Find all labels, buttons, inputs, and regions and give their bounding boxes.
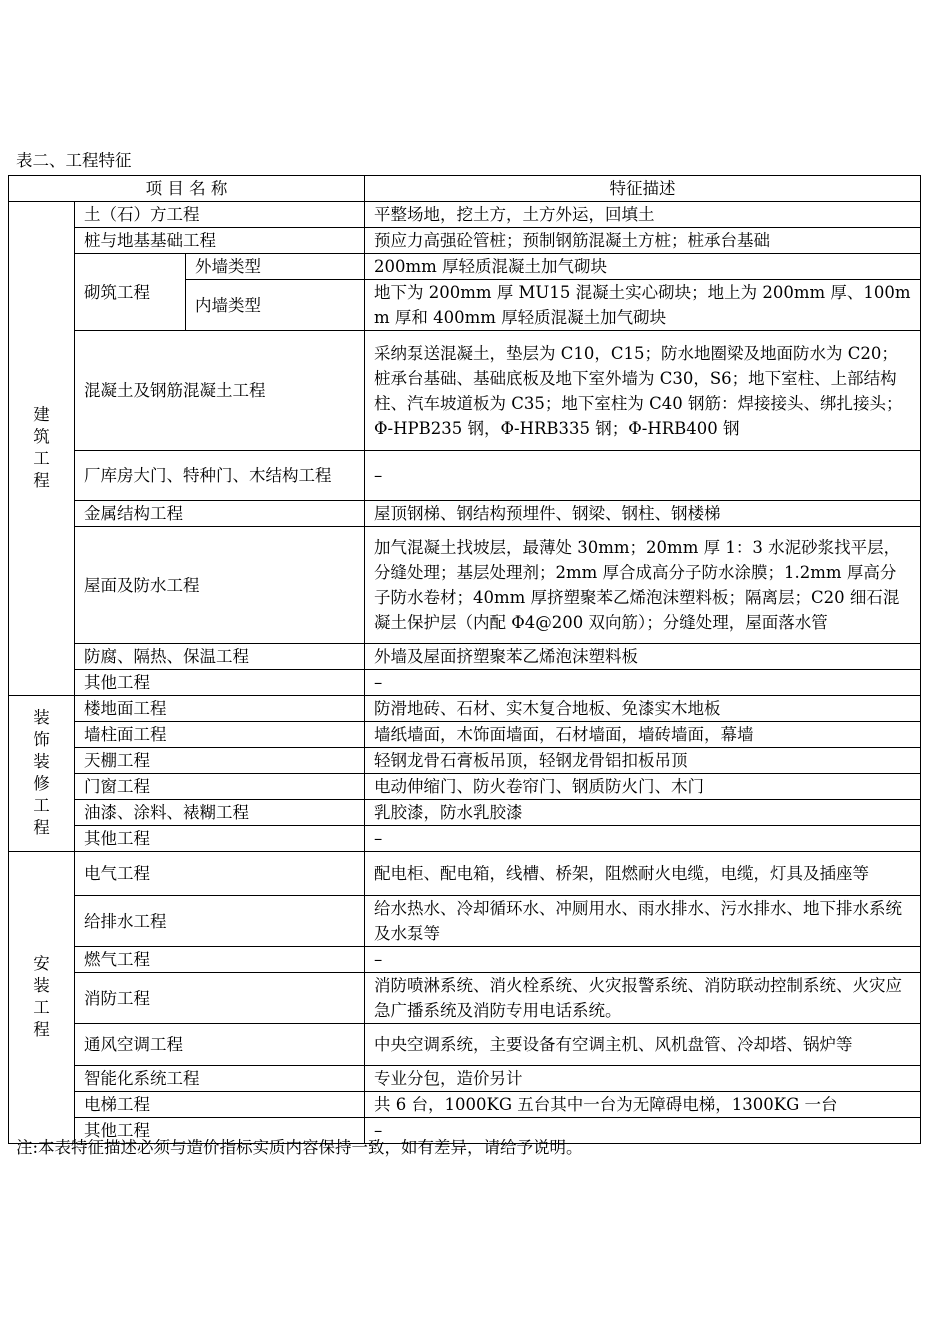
- item-name: 其他工程: [75, 1118, 365, 1144]
- table-row: [9, 1092, 921, 1118]
- table-row: [9, 896, 921, 947]
- item-description: –: [365, 1118, 921, 1144]
- item-description: 防滑地砖、石材、实木复合地板、免漆实木地板: [365, 696, 921, 722]
- item-description: 200mm 厚轻质混凝土加气砌块: [365, 254, 921, 280]
- item-description: –: [365, 826, 921, 852]
- table-row: [9, 1024, 921, 1066]
- item-name: 门窗工程: [75, 774, 365, 800]
- item-name: 通风空调工程: [75, 1024, 365, 1066]
- item-description: 电动伸缩门、防火卷帘门、钢质防火门、木门: [365, 774, 921, 800]
- table-row: [9, 501, 921, 527]
- sub-item-name: 内墙类型: [186, 280, 365, 331]
- item-name: 电梯工程: [75, 1092, 365, 1118]
- table-row: [9, 800, 921, 826]
- item-name: 防腐、隔热、保温工程: [75, 644, 365, 670]
- item-name: 混凝土及钢筋混凝土工程: [75, 331, 365, 451]
- table-row: [9, 228, 921, 254]
- item-name: 其他工程: [75, 826, 365, 852]
- table-row: [9, 852, 921, 896]
- header-row: [9, 176, 921, 202]
- item-description: 采纳泵送混凝土，垫层为 C10，C15；防水地圈梁及地面防水为 C20；桩承台基础、基础底板及地下室外墙为 C30，S6；地下室柱、上部结构柱、汽车坡道板为 C35；地下室柱为 C40 钢筋：焊接接头、绑扎接头；Φ-HPB235 钢，Φ-HRB335 钢；Φ-HRB400 钢: [365, 331, 921, 451]
- item-description: 共 6 台，1000KG 五台其中一台为无障碍电梯，1300KG 一台: [365, 1092, 921, 1118]
- item-name: 燃气工程: [75, 947, 365, 973]
- table-row: [9, 1066, 921, 1092]
- table-row: [9, 748, 921, 774]
- item-name: 天棚工程: [75, 748, 365, 774]
- table-row: [9, 774, 921, 800]
- header-feature-description: 特征描述: [365, 176, 921, 202]
- item-name: 楼地面工程: [75, 696, 365, 722]
- table-row: [9, 254, 921, 280]
- table-row: [9, 451, 921, 501]
- table-row: [9, 331, 921, 451]
- item-description: 消防喷淋系统、消火栓系统、火灾报警系统、消防联动控制系统、火灾应急广播系统及消防专用电话系统。: [365, 973, 921, 1024]
- item-description: 屋顶钢梯、钢结构预埋件、钢梁、钢柱、钢楼梯: [365, 501, 921, 527]
- category-label: 装饰装修工程: [33, 708, 50, 837]
- table-row: [9, 722, 921, 748]
- item-description: 乳胶漆，防水乳胶漆: [365, 800, 921, 826]
- table-row: [9, 644, 921, 670]
- item-name: 砌筑工程: [75, 254, 186, 331]
- table-footnote: 注:本表特征描述必须与造价指标实质内容保持一致，如有差异，请给予说明。: [16, 1138, 583, 1157]
- table-row: [9, 527, 921, 644]
- item-description: 中央空调系统，主要设备有空调主机、风机盘管、冷却塔、锅炉等: [365, 1024, 921, 1066]
- table-row: [9, 947, 921, 973]
- item-description: 地下为 200mm 厚 MU15 混凝土实心砌块；地上为 200mm 厚、100mm 厚和 400mm 厚轻质混凝土加气砌块: [365, 280, 921, 331]
- item-description: 墙纸墙面，木饰面墙面，石材墙面，墙砖墙面，幕墙: [365, 722, 921, 748]
- item-description: –: [365, 947, 921, 973]
- item-description: –: [365, 670, 921, 696]
- category-label: 建筑工程: [33, 405, 50, 490]
- category-label: 安装工程: [33, 954, 50, 1039]
- item-name: 油漆、涂料、裱糊工程: [75, 800, 365, 826]
- item-name: 厂库房大门、特种门、木结构工程: [75, 451, 365, 501]
- category-building: [9, 202, 75, 696]
- item-name: 屋面及防水工程: [75, 527, 365, 644]
- item-description: 平整场地，挖土方，土方外运，回填土: [365, 202, 921, 228]
- item-name: 电气工程: [75, 852, 365, 896]
- item-name: 土（石）方工程: [75, 202, 365, 228]
- item-description: 加气混凝土找坡层，最薄处 30mm；20mm 厚 1：3 水泥砂浆找平层，分缝处理；基层处理剂；2mm 厚合成高分子防水涂膜；1.2mm 厚高分子防水卷材；40mm 厚挤塑聚苯乙烯泡沫塑料板；隔离层；C20 细石混凝土保护层（内配 Φ4@200 双向筋）；分缝处理，屋面落水管: [365, 527, 921, 644]
- item-description: 预应力高强砼管桩；预制钢筋混凝土方桩；桩承台基础: [365, 228, 921, 254]
- category-decoration: [9, 696, 75, 852]
- header-item-name: 项 目 名 称: [9, 176, 365, 202]
- item-name: 消防工程: [75, 973, 365, 1024]
- table-row: [9, 826, 921, 852]
- table-row: [9, 202, 921, 228]
- engineering-features-table: [8, 175, 921, 1144]
- item-description: 配电柜、配电箱，线槽、桥架，阻燃耐火电缆，电缆，灯具及插座等: [365, 852, 921, 896]
- table-row: [9, 696, 921, 722]
- item-description: 专业分包，造价另计: [365, 1066, 921, 1092]
- table-row: [9, 973, 921, 1024]
- item-name: 智能化系统工程: [75, 1066, 365, 1092]
- item-description: 轻钢龙骨石膏板吊顶，轻钢龙骨铝扣板吊顶: [365, 748, 921, 774]
- item-description: 给水热水、冷却循环水、冲厕用水、雨水排水、污水排水、地下排水系统及水泵等: [365, 896, 921, 947]
- sub-item-name: 外墙类型: [186, 254, 365, 280]
- item-name: 桩与地基基础工程: [75, 228, 365, 254]
- item-name: 金属结构工程: [75, 501, 365, 527]
- item-description: 外墙及屋面挤塑聚苯乙烯泡沫塑料板: [365, 644, 921, 670]
- item-description: –: [365, 451, 921, 501]
- item-name: 其他工程: [75, 670, 365, 696]
- table-caption: 表二、工程特征: [16, 151, 132, 170]
- item-name: 给排水工程: [75, 896, 365, 947]
- item-name: 墙柱面工程: [75, 722, 365, 748]
- table-row: [9, 670, 921, 696]
- category-installation: [9, 852, 75, 1144]
